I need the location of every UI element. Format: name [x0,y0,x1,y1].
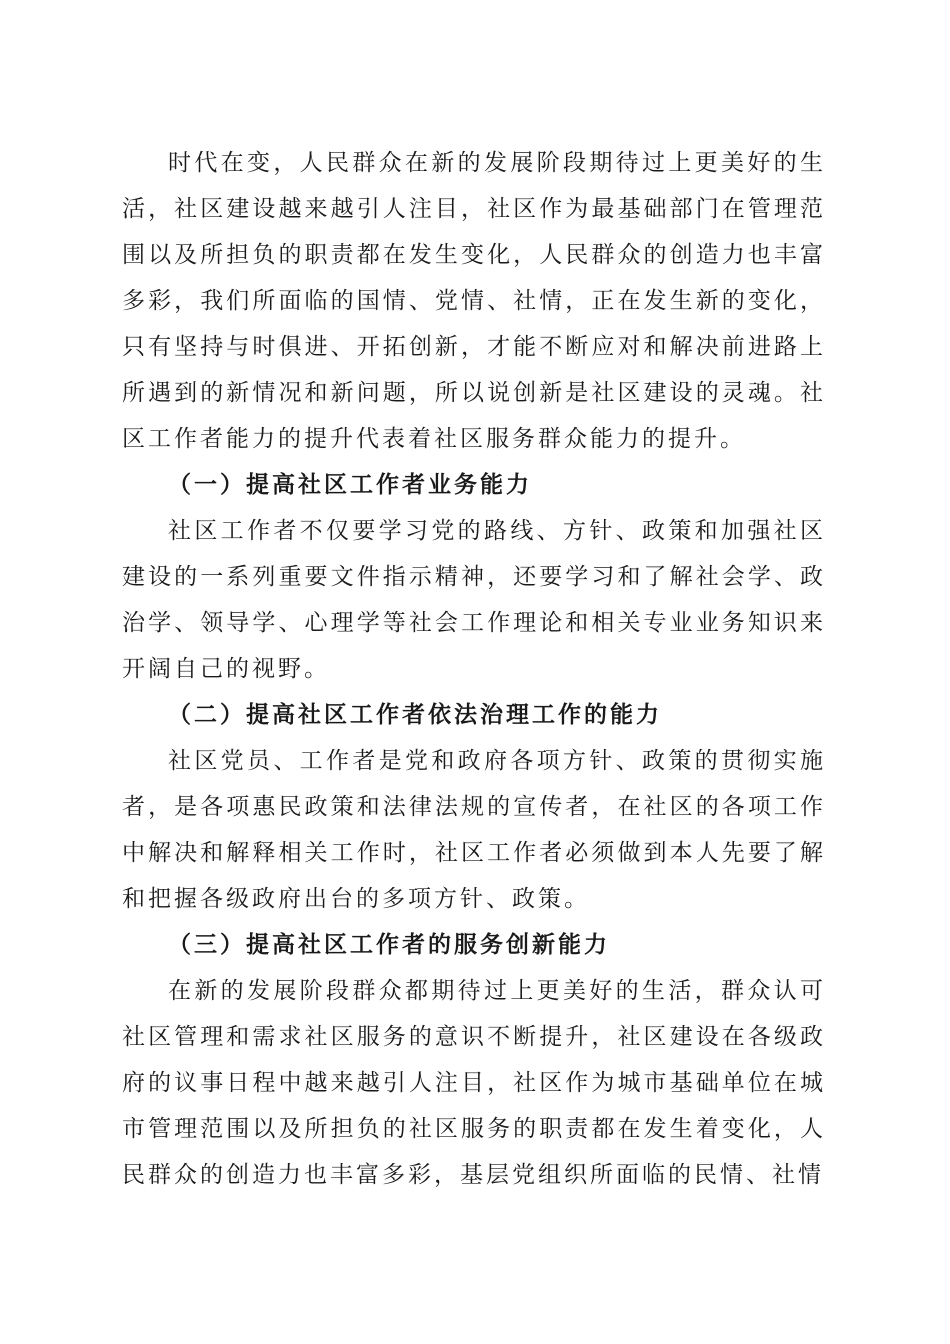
section-heading-1: （一）提高社区工作者业务能力 [168,471,532,498]
section-heading-3: （三）提高社区工作者的服务创新能力 [168,931,610,958]
paragraph-intro: 时代在变，人民群众在新的发展阶段期待过上更美好的生活，社区建设越来越引人注目，社区作为最基础部门在管理范围以及所担负的职责都在发生变化，人民群众的创造力也丰富多彩，我们所面临的国情、党情、社情，正在发生新的变化，只有坚持与时俱进、开拓创新，才能不断应对和解决前进路上所遇到的新情况和新问题，所以说创新是社区建设的灵魂。社区工作者能力的提升代表着社区服务群众能力的提升。 [122,150,826,452]
paragraph-legal-governance: 社区党员、工作者是党和政府各项方针、政策的贯彻实施者，是各项惠民政策和法律法规的宣传者，在社区的各项工作中解决和解释相关工作时，社区工作者必须做到本人先要了解和把握各级政府出台的多项方针、政策。 [122,748,826,912]
paragraph-service-innovation: 在新的发展阶段群众都期待过上更美好的生活，群众认可社区管理和需求社区服务的意识不断提升，社区建设在各级政府的议事日程中越来越引人注目，社区作为城市基础单位在城市管理范围以及所担负的社区服务的职责都在发生着变化，人民群众的创造力也丰富多彩，基层党组织所面临的民情、社情 [122,978,826,1188]
paragraph-business-ability: 社区工作者不仅要学习党的路线、方针、政策和加强社区建设的一系列重要文件指示精神，还要学习和了解社会学、政治学、领导学、心理学等社会工作理论和相关专业业务知识来开阔自己的视野。 [122,518,826,682]
document-body [122,140,826,1198]
section-heading-2: （二）提高社区工作者依法治理工作的能力 [168,701,662,728]
